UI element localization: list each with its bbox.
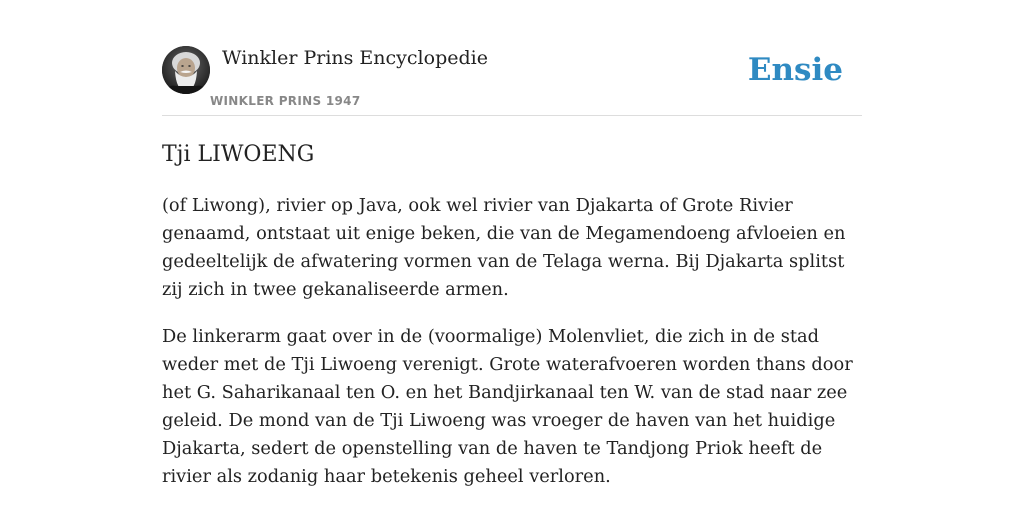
source-title[interactable]: Winkler Prins Encyclopedie: [222, 47, 488, 69]
article-title: Tji LIWOENG: [162, 142, 315, 167]
article-paragraph-2: De linkerarm gaat over in de (voormalige) Molenvliet, die zich in de stad weder met de Tji Liwoeng verenigt. Grote waterafvoeren worden thans door het G. Saharikanaal ten O. en het Bandjirkanaal ten W. van de stad naar zee geleid. De mond van de Tji Liwoeng was vroeger de haven van het huidige Djakarta, sedert de openstelling van de haven te Tandjong Priok heeft de rivier als zodanig haar betekenis geheel verloren.: [162, 326, 853, 487]
brand-logo-link[interactable]: Ensie: [747, 52, 843, 88]
article-paragraph-1: (of Liwong), rivier op Java, ook wel rivier van Djakarta of Grote Rivier genaamd, ontstaat uit enige beken, die van de Megamendoeng afvloeien en gedeeltelijk de afwatering vormen van de Telaga werna. Bij Djakarta splitst zij zich in twee gekanaliseerde armen.: [162, 195, 846, 300]
source-header: [162, 46, 862, 116]
author-portrait-icon: [162, 46, 210, 94]
source-subtitle: WINKLER PRINS 1947: [210, 94, 361, 108]
avatar[interactable]: [162, 46, 210, 94]
